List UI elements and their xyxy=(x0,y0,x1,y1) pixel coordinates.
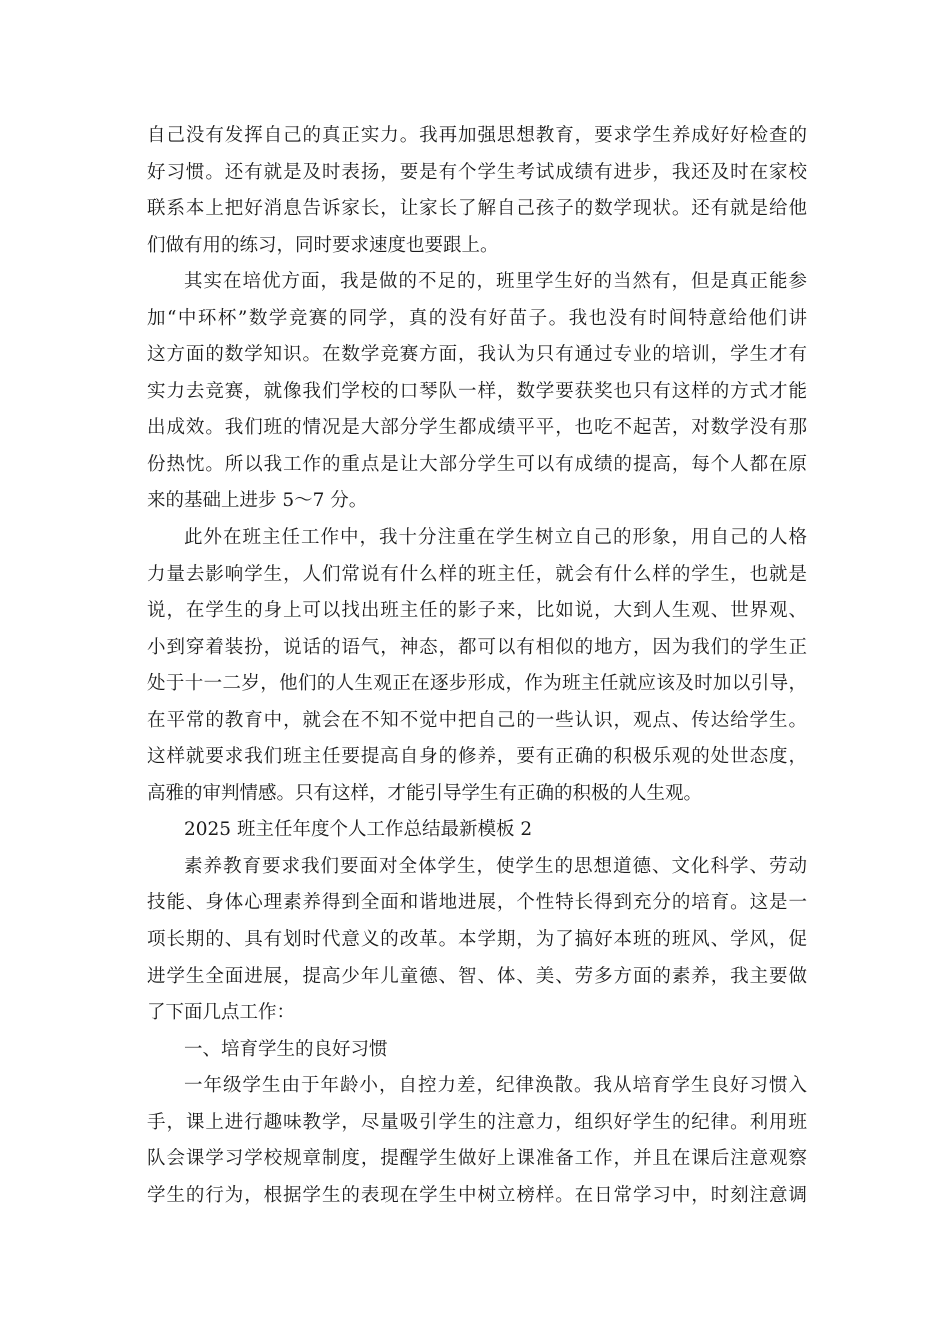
text-line: 了下面几点工作： xyxy=(147,1002,296,1024)
text-line: 加“中环杯”数学竞赛的同学，真的没有好苗子。我也没有时间特意给他们讲 xyxy=(147,307,807,329)
text-line: 们做有用的练习，同时要求速度也要跟上。 xyxy=(147,234,499,256)
text-line: 项长期的、具有划时代意义的改革。本学期，为了搞好本班的班风、学风，促 xyxy=(147,929,807,951)
text-line: 这样就要求我们班主任要提高自身的修养，要有正确的积极乐观的处世态度， xyxy=(147,746,807,768)
text-line: 好习惯。还有就是及时表扬，要是有个学生考试成绩有进步，我还及时在家校 xyxy=(147,161,807,183)
text-line: 此外在班主任工作中，我十分注重在学生树立自己的形象，用自己的人格 xyxy=(184,527,807,549)
text-line: 高雅的审判情感。只有这样，才能引导学生有正确的积极的人生观。 xyxy=(147,782,703,804)
text-line: 素养教育要求我们要面对全体学生，使学生的思想道德、文化科学、劳动 xyxy=(184,855,807,877)
text-line: 份热忱。所以我工作的重点是让大部分学生可以有成绩的提高，每个人都在原 xyxy=(147,453,807,475)
text-line: 其实在培优方面，我是做的不足的，班里学生好的当然有，但是真正能参 xyxy=(184,271,807,293)
text-line: 来的基础上进步 5～7 分。 xyxy=(147,490,368,512)
text-line: 力量去影响学生，人们常说有什么样的班主任，就会有什么样的学生，也就是 xyxy=(147,563,807,585)
text-line: 进学生全面进展，提高少年儿童德、智、体、美、劳多方面的素养，我主要做 xyxy=(147,965,807,987)
text-line: 一、培育学生的良好习惯 xyxy=(184,1038,388,1060)
text-line: 一年级学生由于年龄小，自控力差，纪律涣散。我从培育学生良好习惯入 xyxy=(184,1075,807,1097)
text-line: 队会课学习学校规章制度，提醒学生做好上课准备工作，并且在课后注意观察 xyxy=(147,1148,807,1170)
text-line: 处于十一二岁，他们的人生观正在逐步形成，作为班主任就应该及时加以引导， xyxy=(147,673,807,695)
text-line: 联系本上把好消息告诉家长，让家长了解自己孩子的数学现状。还有就是给他 xyxy=(147,198,807,220)
text-line: 出成效。我们班的情况是大部分学生都成绩平平，也吃不起苦，对数学没有那 xyxy=(147,417,807,439)
text-line: 手，课上进行趣味教学，尽量吸引学生的注意力，组织好学生的纪律。利用班 xyxy=(147,1111,807,1133)
text-line: 小到穿着装扮，说话的语气，神态，都可以有相似的地方，因为我们的学生正 xyxy=(147,636,807,658)
text-line: 学生的行为，根据学生的表现在学生中树立榜样。在日常学习中，时刻注意调 xyxy=(147,1184,807,1206)
text-line: 实力去竞赛，就像我们学校的口琴队一样，数学要获奖也只有这样的方式才能 xyxy=(147,380,807,402)
text-line: 说，在学生的身上可以找出班主任的影子来，比如说，大到人生观、世界观、 xyxy=(147,600,807,622)
text-line: 这方面的数学知识。在数学竞赛方面，我认为只有通过专业的培训，学生才有 xyxy=(147,344,807,366)
document-body xyxy=(147,118,807,1214)
text-line: 2025 班主任年度个人工作总结最新模板 2 xyxy=(184,819,533,841)
text-line: 自己没有发挥自己的真正实力。我再加强思想教育，要求学生养成好好检查的 xyxy=(147,125,807,146)
text-line: 技能、身体心理素养得到全面和谐地进展，个性特长得到充分的培育。这是一 xyxy=(147,892,807,914)
text-line: 在平常的教育中，就会在不知不觉中把自己的一些认识，观点、传达给学生。 xyxy=(147,709,807,731)
